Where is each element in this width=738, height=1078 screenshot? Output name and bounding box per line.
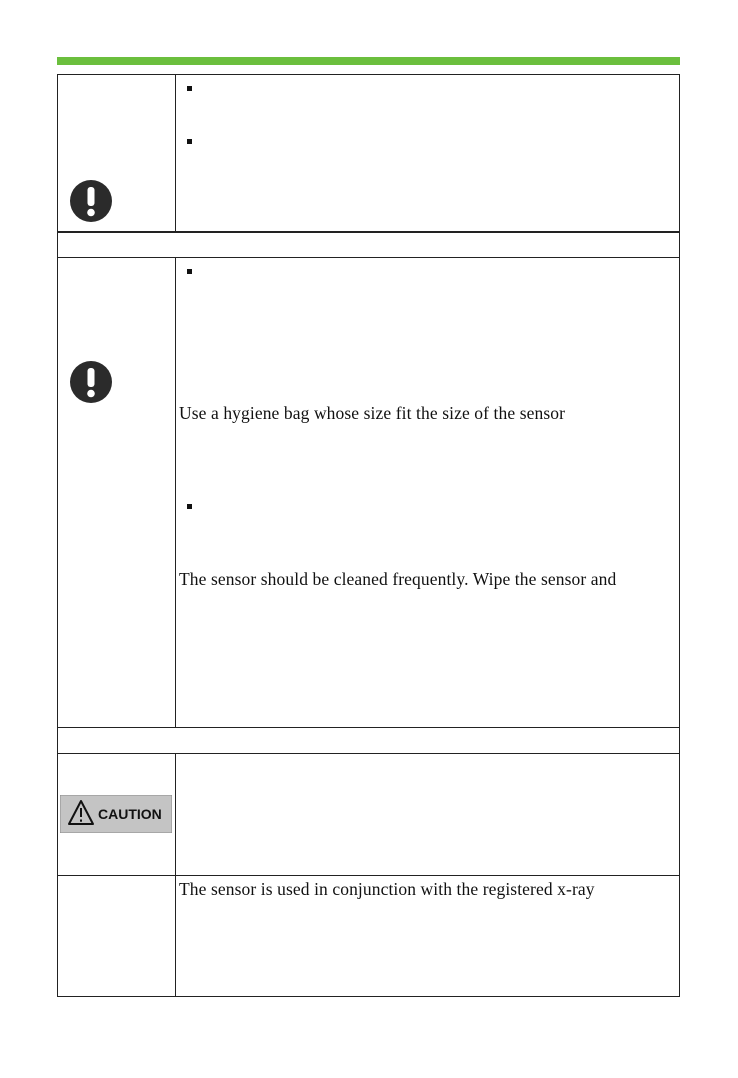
caution-icon bbox=[60, 795, 172, 833]
header-accent-bar bbox=[57, 57, 680, 65]
cleaning-text: The sensor should be cleaned frequently. Wipe the sensor and bbox=[179, 569, 617, 589]
column-divider bbox=[175, 74, 176, 232]
hygiene-bag-text: Use a hygiene bag whose size fit the size of the sensor bbox=[179, 403, 566, 423]
column-divider bbox=[175, 753, 176, 997]
instructions-table bbox=[57, 74, 680, 997]
column-divider bbox=[175, 257, 176, 728]
row-divider bbox=[57, 257, 680, 258]
list-bullet bbox=[187, 269, 192, 274]
mandatory-action-icon bbox=[69, 179, 113, 228]
list-bullet bbox=[187, 139, 192, 144]
caution-label: CAUTION bbox=[98, 806, 162, 822]
list-bullet bbox=[187, 86, 192, 91]
mandatory-action-icon bbox=[69, 360, 113, 409]
row-divider bbox=[57, 231, 680, 233]
xray-text: The sensor is used in conjunction with the registered x-ray bbox=[179, 879, 595, 899]
list-bullet bbox=[187, 504, 192, 509]
row-divider bbox=[57, 875, 680, 876]
row-divider bbox=[57, 753, 680, 754]
row-divider bbox=[57, 727, 680, 728]
